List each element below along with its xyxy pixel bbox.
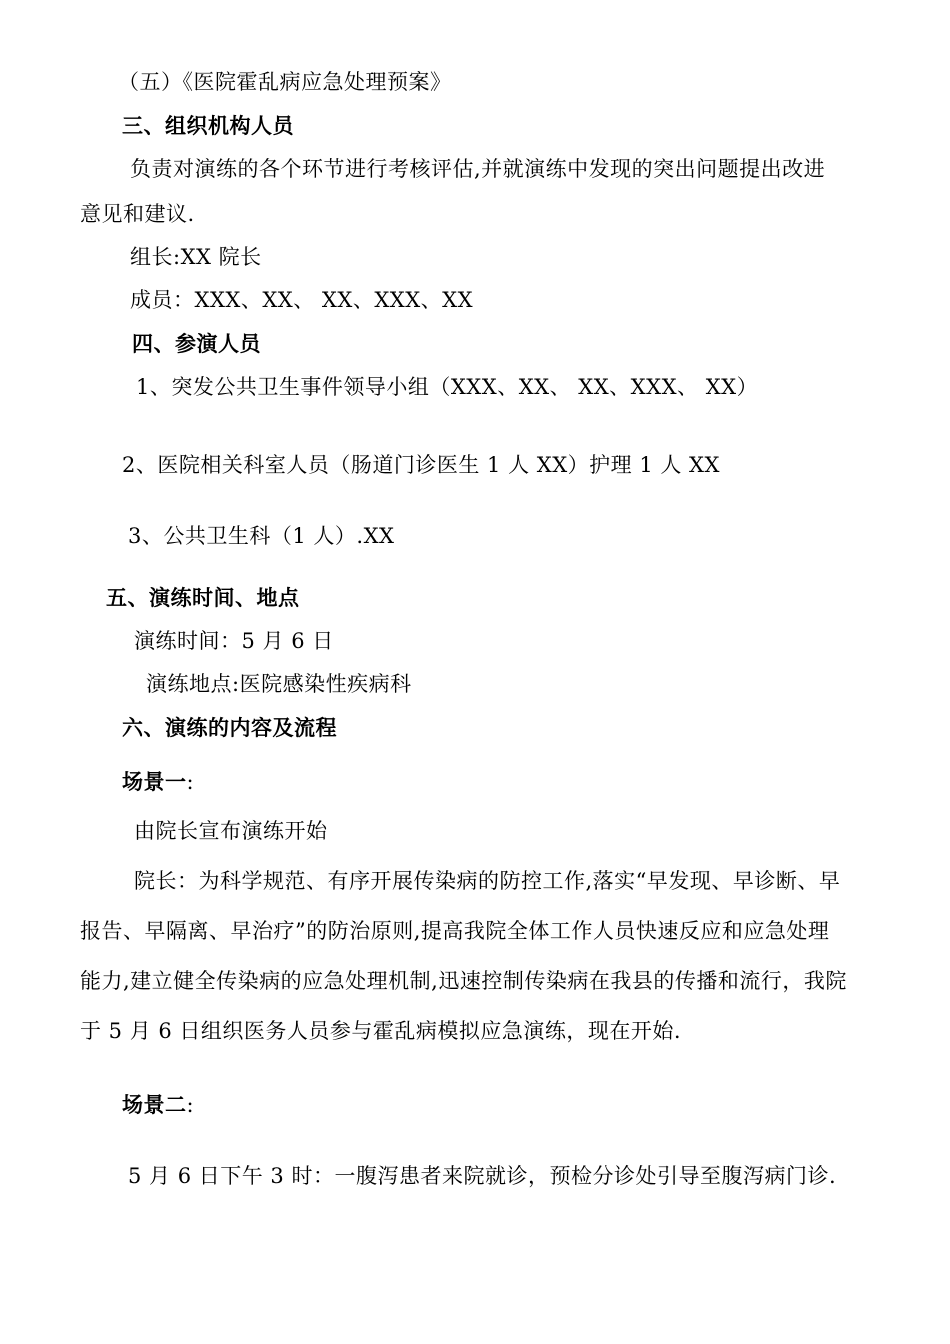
scene-one-intro: 由院长宣布演练开始: [134, 819, 328, 843]
speech-line-4: 于 5 月 6 日组织医务人员参与霍乱病模拟应急演练，现在开始.: [80, 1019, 682, 1043]
participant-item-3: 3、公共卫生科（1 人）.XX: [128, 524, 395, 548]
scene-two-colon: :: [186, 1093, 195, 1117]
speech-line-2: 报告、早隔离、早治疗”的防治原则,提高我院全体工作人员快速反应和应急处理: [80, 919, 830, 943]
section-heading-six: 六、演练的内容及流程: [122, 716, 337, 740]
group-members: 成员：XXX、XX、 XX、XXX、XX: [130, 288, 474, 312]
section-heading-five: 五、演练时间、地点: [106, 586, 300, 610]
drill-place: 演练地点:医院感染性疾病科: [146, 672, 412, 696]
drill-time: 演练时间：5 月 6 日: [134, 629, 334, 653]
speech-line-3: 能力,建立健全传染病的应急处理机制,迅速控制传染病在我县的传播和流行，我院: [80, 969, 847, 993]
scene-one-heading: [122, 767, 194, 797]
reference-item-five: （五）《医院霍乱病应急处理预案》: [118, 70, 452, 94]
group-leader: 组长:XX 院长: [130, 245, 262, 269]
org-paragraph-line-1: 负责对演练的各个环节进行考核评估,并就演练中发现的突出问题提出改进: [130, 157, 826, 181]
participant-item-2: 2、医院相关科室人员（肠道门诊医生 1 人 XX）护理 1 人 XX: [122, 453, 720, 477]
scene-two-label: 场景二: [122, 1093, 187, 1117]
speech-line-1: 院长：为科学规范、有序开展传染病的防控工作,落实“早发现、早诊断、早: [134, 869, 841, 893]
scene-two-text: 5 月 6 日下午 3 时：一腹泻患者来院就诊，预检分诊处引导至腹泻病门诊.: [128, 1164, 837, 1188]
org-paragraph-line-2: 意见和建议.: [80, 202, 195, 226]
participant-item-1: 1、突发公共卫生事件领导小组（XXX、XX、 XX、XXX、 XX）: [136, 375, 759, 399]
scene-two-heading: [122, 1090, 194, 1120]
section-heading-three: 三、组织机构人员: [122, 114, 294, 138]
scene-one-label: 场景一: [122, 770, 187, 794]
scene-one-colon: :: [186, 770, 195, 794]
section-heading-four: 四、参演人员: [132, 332, 261, 356]
